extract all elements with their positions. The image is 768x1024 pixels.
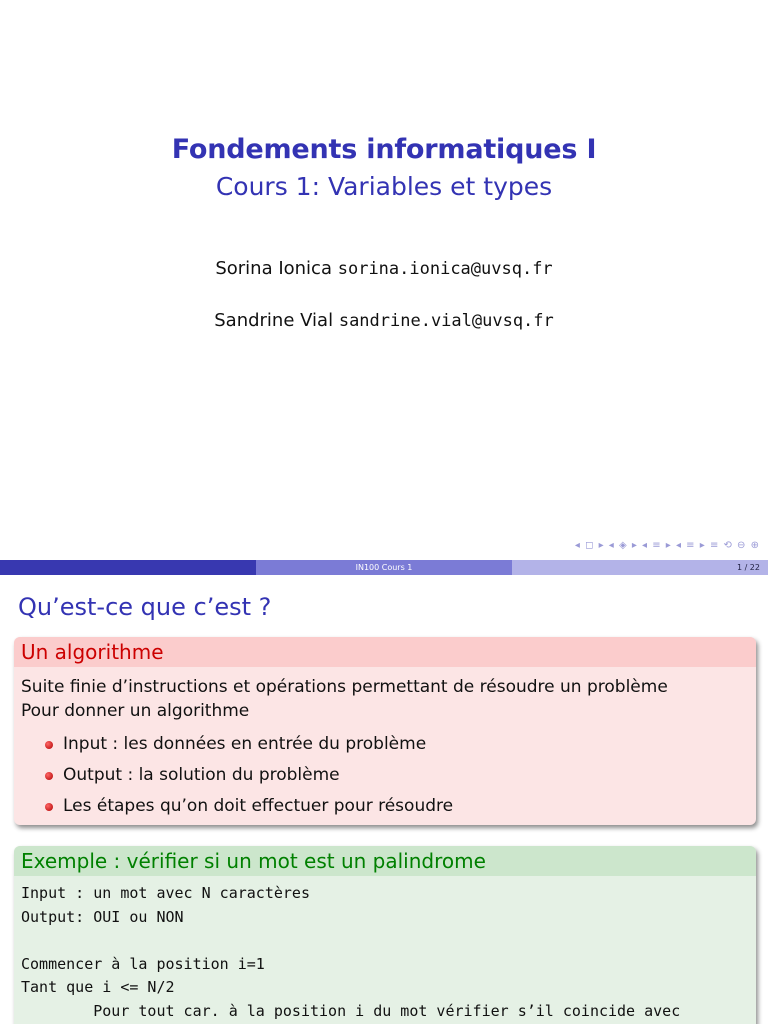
code-line: Input : un mot avec N caractères [21,884,310,902]
definition-text: Suite finie d’instructions et opérations permettant de résoudre un problème [21,677,668,697]
code-line: Tant que i <= N/2 [21,978,175,996]
code-line [21,929,749,953]
author-name: Sorina Ionica [215,258,332,279]
beamer-navigation-icons[interactable]: ◂ ◻ ▸ ◂ ◈ ▸ ◂ ≡ ▸ ◂ ≡ ▸ ≡ ⟲ ⊖ ⊕ [574,540,760,551]
presentation-title: Fondements informatiques I [171,134,597,165]
bullet-icon [45,772,53,780]
alert-block [14,637,756,825]
code-line: Output: OUI ou NON [21,907,184,926]
list-item [21,760,749,791]
list-item-text: Les étapes qu’on doit effectuer pour résoudre [63,796,454,816]
code-line: Commencer à la position i=1 [21,954,265,973]
code-listing [14,876,756,1023]
footer-page-number: 1 / 22 [512,560,768,575]
author-line [0,258,768,279]
list-item [21,791,749,822]
list-item [21,729,749,760]
alert-block-title: Un algorithme [14,637,756,667]
author-email[interactable]: sandrine.vial@uvsq.fr [338,311,554,331]
alert-block-body [14,667,756,822]
slide-footer [0,560,768,575]
author-name: Sandrine Vial [214,310,334,331]
frame-title: Qu’est-ce que c’est ? [18,593,272,621]
list-item-text: Input : les données en entrée du problème [63,734,427,754]
content-slide [0,575,768,1024]
bullet-list [21,729,749,822]
footer-short-title: IN100 Cours 1 [256,560,512,575]
definition-text: Pour donner un algorithme [21,701,250,721]
bullet-icon [45,803,53,811]
example-block-title: Exemple : vérifier si un mot est un palindrome [14,846,756,876]
author-line [0,310,768,331]
presentation-subtitle: Cours 1: Variables et types [215,172,553,201]
code-line: Pour tout car. à la position i du mot vérifier s’il coincide avec [21,1001,681,1020]
footer-left-segment [0,560,256,575]
list-item-text: Output : la solution du problème [63,765,340,785]
bullet-icon [45,741,53,749]
example-block [14,846,756,1024]
author-email[interactable]: sorina.ionica@uvsq.fr [337,259,553,279]
